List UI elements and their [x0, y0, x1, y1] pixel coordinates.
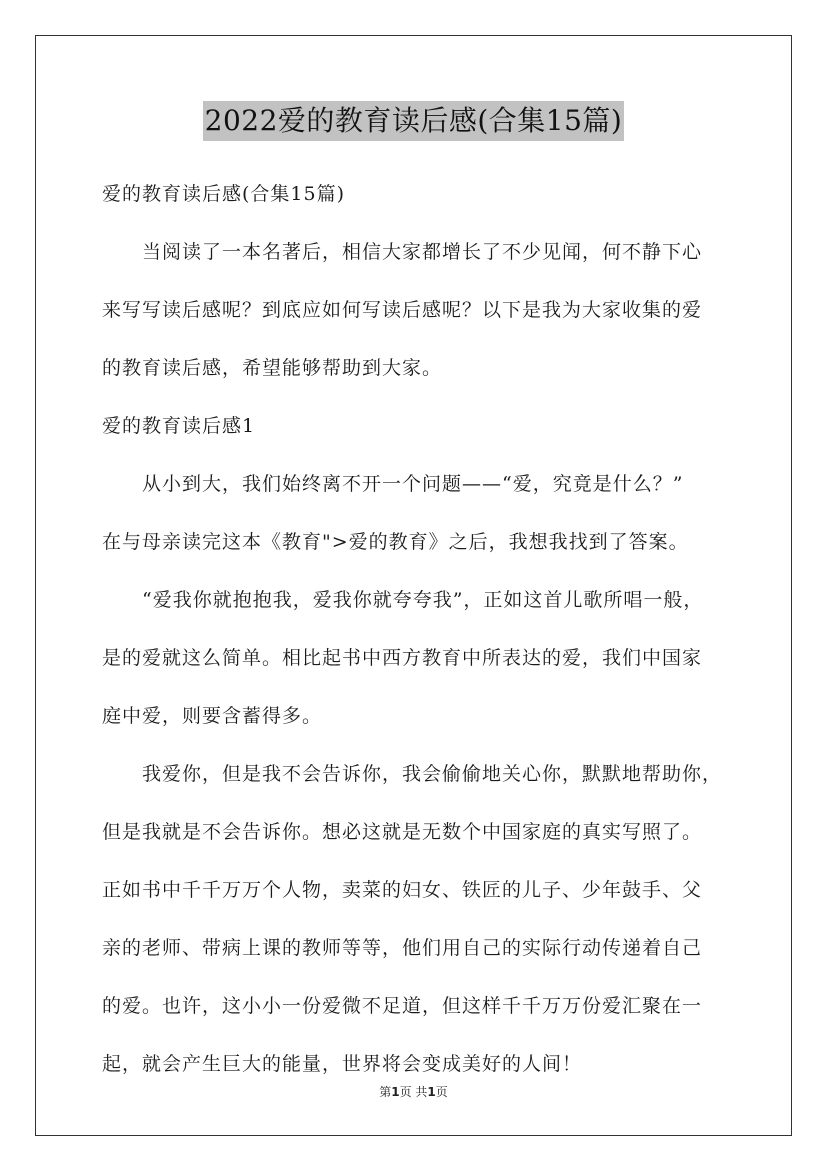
paragraph-line: 在与母亲读完这本《教育">爱的教育》之后，我想我找到了答案。: [102, 531, 689, 553]
paragraph-line: 的教育读后感，希望能够帮助到大家。: [102, 357, 443, 379]
section-heading: 爱的教育读后感(合集15篇): [102, 183, 346, 205]
page-total-number: 1: [427, 1085, 436, 1099]
page-footer: [0, 1083, 827, 1100]
paragraph-line: 从小到大，我们始终离不开一个问题——“爱，究竟是什么？”: [142, 473, 684, 495]
paragraph-line: 起，就会产生巨大的能量，世界将会变成美好的人间！: [102, 1053, 583, 1075]
page-label-prefix: 第: [379, 1085, 392, 1099]
paragraph-line: 庭中爱，则要含蓄得多。: [102, 705, 323, 727]
paragraph-line: “爱我你就抱抱我，爱我你就夸夸我”，正如这首儿歌所唱一般，: [142, 589, 704, 611]
paragraph-line: 但是我就是不会告诉你。想必这就是无数个中国家庭的真实写照了。: [102, 821, 703, 843]
paragraph-line: 正如书中千千万万个人物，卖菜的妇女、铁匠的儿子、少年鼓手、父: [102, 879, 703, 901]
section-heading: 爱的教育读后感1: [102, 415, 256, 437]
paragraph-line: 的爱。也许，这小小一份爱微不足道，但这样千千万万份爱汇聚在一: [102, 995, 703, 1017]
paragraph-line: 来写写读后感呢？到底应如何写读后感呢？以下是我为大家收集的爱: [102, 299, 703, 321]
title-container: [0, 101, 827, 141]
paragraph-line: 亲的老师、带病上课的教师等等，他们用自己的实际行动传递着自己: [102, 937, 703, 959]
page-label-mid: 页 共: [399, 1085, 428, 1099]
page-current-number: 1: [391, 1085, 400, 1099]
paragraph-line: 我爱你，但是我不会告诉你，我会偷偷地关心你，默默地帮助你，: [142, 763, 723, 785]
document-body: [102, 176, 728, 1104]
paragraph-line: 是的爱就这么简单。相比起书中西方教育中所表达的爱，我们中国家: [102, 647, 703, 669]
page-label-suffix: 页: [435, 1085, 448, 1099]
document-title: 2022爱的教育读后感(合集15篇): [203, 101, 625, 141]
paragraph-line: 当阅读了一本名著后，相信大家都增长了不少见闻，何不静下心: [142, 241, 703, 263]
